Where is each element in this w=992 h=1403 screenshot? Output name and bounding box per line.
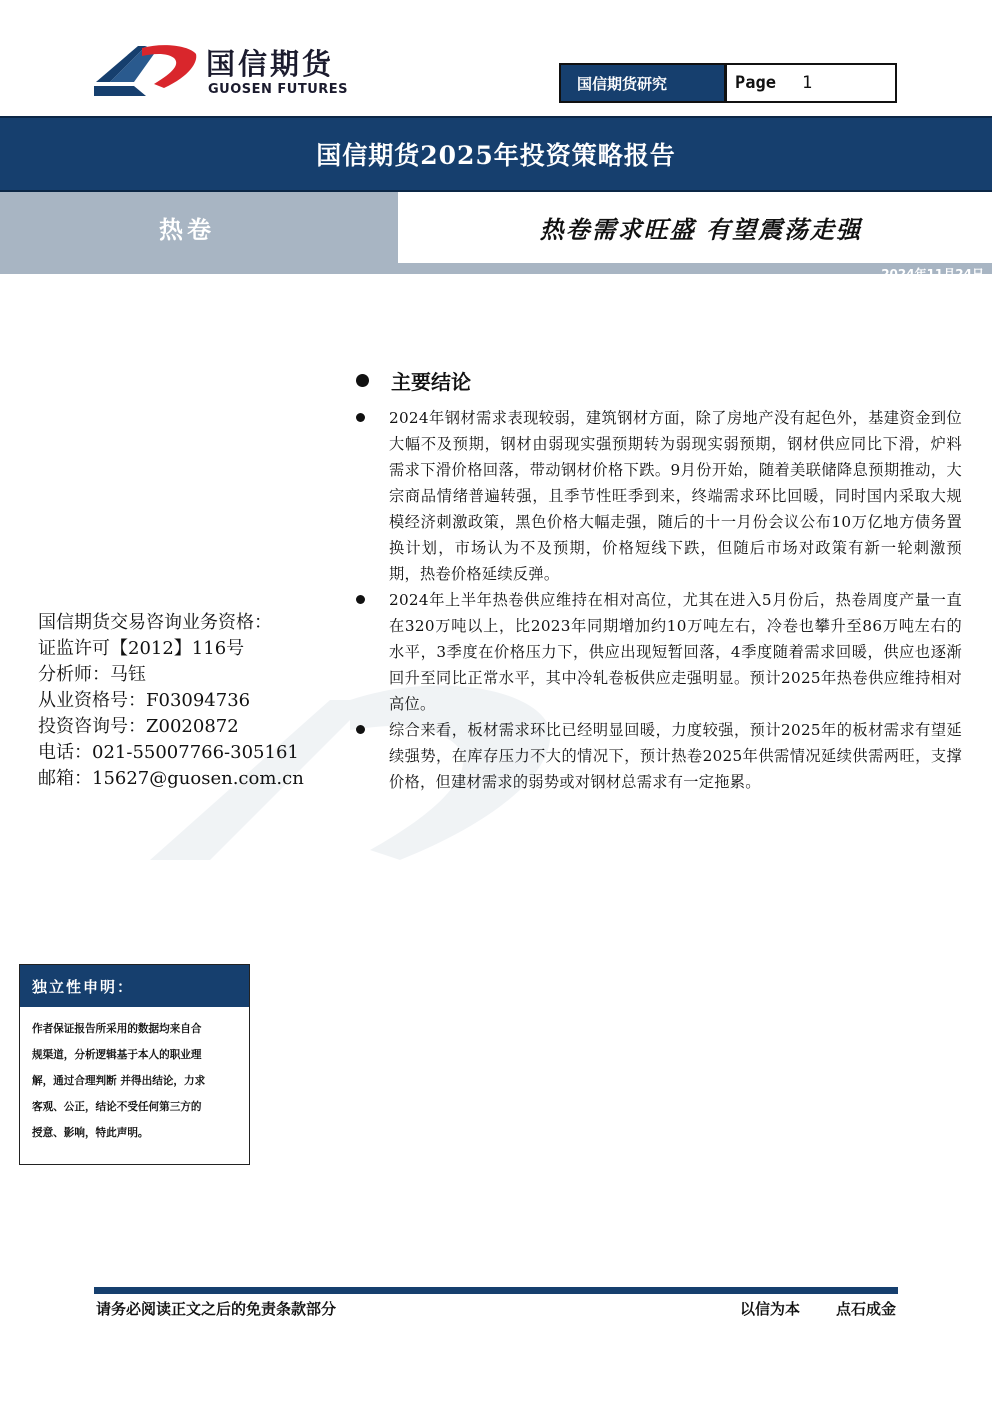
declaration-line: 规渠道，分析逻辑基于本人的职业理 xyxy=(32,1049,202,1061)
analyst-email: 邮箱：15627@guosen.com.cn xyxy=(38,768,304,789)
analyst-info xyxy=(38,610,304,792)
page-indicator xyxy=(727,65,895,101)
declaration-line: 授意、影响，特此声明。 xyxy=(32,1127,149,1139)
license-number: 证监许可【2012】116号 xyxy=(38,638,245,659)
report-headline: 热卷需求旺盛 有望震荡走强 xyxy=(539,215,862,244)
practice-qualification: 从业资格号：F03094736 xyxy=(38,690,251,711)
consulting-number: 投资咨询号：Z0020872 xyxy=(38,716,239,737)
bullet-dot-icon xyxy=(356,725,365,734)
page-label: Page xyxy=(735,73,776,93)
research-label: 国信期货研究 xyxy=(561,65,727,101)
report-title: 国信期货2025年投资策略报告 xyxy=(316,141,676,170)
section-bullet-icon xyxy=(356,374,369,387)
page-number: 1 xyxy=(801,73,813,93)
logo-english-name: GUOSEN FUTURES xyxy=(208,82,349,97)
conclusion-item xyxy=(356,587,962,717)
research-page-box xyxy=(559,63,897,103)
footer-divider xyxy=(94,1287,898,1294)
slogan-part-1: 以信为本 xyxy=(739,1300,800,1318)
conclusion-text: 2024年钢材需求表现较弱，建筑钢材方面，除了房地产没有起色外，基建资金到位大幅不及预期，钢材由弱现实强预期转为弱现实弱预期，钢材供应同比下滑，炉料需求下滑价格回落，带动钢材价格下跌。9月份开始，随着美联储降息预期推动，大宗商品情绪普遍转强，且季节性旺季到来，终端需求环比回暖，同时国内采取大规模经济刺激政策，黑色价格大幅走强，随后的十一月份会议公布10万亿地方债务置换计划，市场认为不及预期，价格短线下跌，但随后市场对政策有新一轮刺激预期，热卷价格延续反弹。 xyxy=(389,409,962,583)
report-title-banner xyxy=(0,116,992,192)
declaration-title: 独立性申明： xyxy=(20,965,249,1007)
footer-slogan xyxy=(740,1298,896,1319)
license-qualification: 国信期货交易咨询业务资格： xyxy=(38,612,272,633)
report-date: 2024年11月24日 xyxy=(881,267,984,281)
conclusion-item xyxy=(356,717,962,795)
conclusion-text: 2024年上半年热卷供应维持在相对高位，尤其在进入5月份后，热卷周度产量一直在320万吨以上，比2023年同期增加约10万吨左右，冷卷也攀升至86万吨左右的水平，3季度在价格压力下，供应出现短暂回落，4季度随着需求回暖，供应也逐渐回升至同比正常水平，其中冷轧卷板供应走强明显。预计2025年热卷供应维持相对高位。 xyxy=(389,591,962,713)
conclusion-item xyxy=(356,405,962,587)
declaration-line: 解，通过合理判断 并得出结论，力求 xyxy=(32,1075,206,1087)
section-title-text: 主要结论 xyxy=(391,370,471,394)
analyst-phone: 电话：021-55007766-305161 xyxy=(38,742,299,763)
declaration-body xyxy=(20,1007,249,1146)
bullet-dot-icon xyxy=(356,595,365,604)
independence-declaration xyxy=(19,964,250,1165)
section-title xyxy=(356,366,471,395)
guosen-logo-icon xyxy=(94,42,198,98)
slogan-part-2: 点石成金 xyxy=(835,1300,896,1318)
analyst-name: 分析师：马钰 xyxy=(38,664,146,685)
category-label: 热卷 xyxy=(159,215,215,244)
declaration-line: 作者保证报告所采用的数据均来自合 xyxy=(32,1023,202,1035)
bullet-dot-icon xyxy=(356,413,365,422)
guosen-logo xyxy=(94,38,364,102)
conclusion-text: 综合来看，板材需求环比已经明显回暖，力度较强，预计2025年的板材需求有望延续强势，在库存压力不大的情况下，预计热卷2025年供需情况延续供需两旺，支撑价格，但建材需求的弱势或对钢材总需求有一定拖累。 xyxy=(389,721,962,791)
logo-chinese-name: 国信期货 xyxy=(206,47,335,81)
conclusion-list xyxy=(356,405,962,795)
disclaimer-notice: 请务必阅读正文之后的免责条款部分 xyxy=(96,1300,337,1318)
declaration-line: 客观、公正，结论不受任何第三方的 xyxy=(32,1101,202,1113)
subheader-band xyxy=(0,192,992,281)
